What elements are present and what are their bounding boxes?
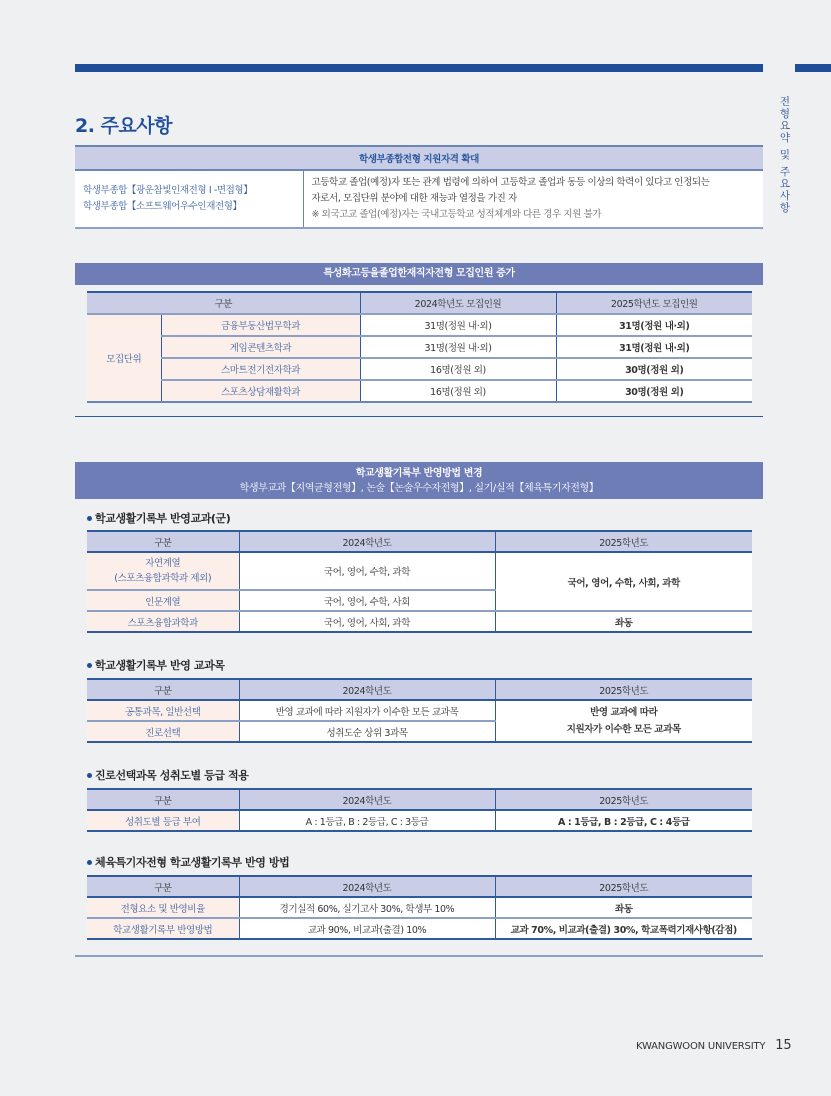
subjects-table: 구분 2024학년도 2025학년도 자연계열 (스포츠융합과학과 제외) 국어, 영어, 수학, 과학 국어, 영어, 수학, 사회, 과학 인문계열 국어, 영어, 수학, 사회 스포츠융합과학과 국어, 영어, 사회, 과학 좌동 [87, 530, 752, 633]
eligibility-admission-types: 학생부종합【광운참빛인재전형 Ⅰ -면접형】 학생부종합【소프트웨어우수인재전형】 [75, 170, 303, 228]
subsection-title: 진로선택과목 성취도별 등급 적용 [87, 767, 248, 783]
table-row-label: 학교생활기록부 반영방법 [87, 918, 239, 939]
table-row-label: 인문계열 [87, 590, 239, 611]
table-row-dept: 스마트전기전자학과 [161, 358, 360, 380]
group-label: 모집단위 [87, 314, 161, 402]
table-row-label: 성취도별 등급 부여 [87, 810, 239, 831]
eligibility-description: 고등학교 졸업(예정)자 또는 관계 법령에 의하여 고등학교 졸업과 동등 이상의 학력이 있다고 인정되는 자로서, 모집단위 분야에 대한 재능과 열정을 가진 자 ※ 외국고교 졸업(예정)자는 국내고등학교 성적체계와 다른 경우 지원 불가 [303, 170, 763, 228]
quota-table: 구분 2024학년도 모집인원 2025학년도 모집인원 모집단위 금융부동산법무학과 31명(정원 내·외) 31명(정원 내·외) 게임콘텐츠학과 31명(정원 내·외) 31명(정원 내·외) 스마트전기전자학과 16명(정원 외) 30명(정원 외) 스포츠상담재활학과 16명(정원 외) 30명(정원 외) [87, 291, 752, 403]
side-chapter-label: 전 형 요 약 및 주 요 사 항 [779, 96, 791, 214]
table-row-label: 진로선택 [87, 721, 239, 742]
grade-table: 구분 2024학년도 2025학년도 성취도별 등급 부여 A : 1등급, B : 2등급, C : 3등급 A : 1등급, B : 2등급, C : 4등급 [87, 788, 752, 832]
table-row-label: 전형요소 및 반영비율 [87, 897, 239, 918]
eligibility-table [75, 145, 763, 229]
eligibility-header: 학생부종합전형 지원자격 확대 [75, 146, 763, 170]
section-title: 2. 주요사항 [75, 115, 172, 137]
divider [75, 955, 763, 957]
courses-table: 구분 2024학년도 2025학년도 공통과목, 일반선택 반영 교과에 따라 지원자가 이수한 모든 교과목 반영 교과에 따라 지원자가 이수한 모든 교과목 진로선택 성취도순 상위 3과목 [87, 678, 752, 743]
table-row-label: 공통과목, 일반선택 [87, 700, 239, 721]
table-row-label: 자연계열 (스포츠융합과학과 제외) [87, 552, 239, 590]
athlete-table: 구분 2024학년도 2025학년도 전형요소 및 반영비율 경기실적 60%, 실기고사 30%, 학생부 10% 좌동 학교생활기록부 반영방법 교과 90%, 비교과(출결) 10% 교과 70%, 비교과(출결) 30%, 학교폭력기재사항(감점) [87, 875, 752, 940]
page-number: 15 [775, 1038, 792, 1053]
record-method-banner: 학교생활기록부 반영방법 변경 학생부교과【지역균형전형】, 논술【논술우수자전형】, 실기/실적【체육특기자전형】 [75, 462, 763, 499]
university-name: KWANGWOON UNIVERSITY [636, 1041, 766, 1052]
subsection-title: 학교생활기록부 반영교과(군) [87, 510, 230, 526]
table-row-label: 스포츠융합과학과 [87, 611, 239, 632]
subsection-title: 학교생활기록부 반영 교과목 [87, 657, 225, 673]
table-row-dept: 금융부동산법무학과 [161, 314, 360, 336]
col-header-category: 구분 [214, 299, 233, 310]
side-tab-bar [795, 64, 831, 72]
col-header-2025: 2025학년도 모집인원 [556, 292, 752, 314]
top-accent-bar [75, 64, 763, 72]
quota-banner: 특성화고등을졸업한재직자전형 모집인원 증가 [75, 263, 763, 285]
divider [75, 416, 763, 417]
table-row-dept: 게임콘텐츠학과 [161, 336, 360, 358]
subsection-title: 체육특기자전형 학교생활기록부 반영 방법 [87, 854, 289, 870]
eligibility-note: ※ 외국고교 졸업(예정)자는 국내고등학교 성적체계와 다른 경우 지원 불가 [311, 209, 602, 220]
table-row-dept: 스포츠상담재활학과 [161, 380, 360, 402]
page-footer [636, 1038, 791, 1053]
col-header-2024: 2024학년도 모집인원 [360, 292, 556, 314]
